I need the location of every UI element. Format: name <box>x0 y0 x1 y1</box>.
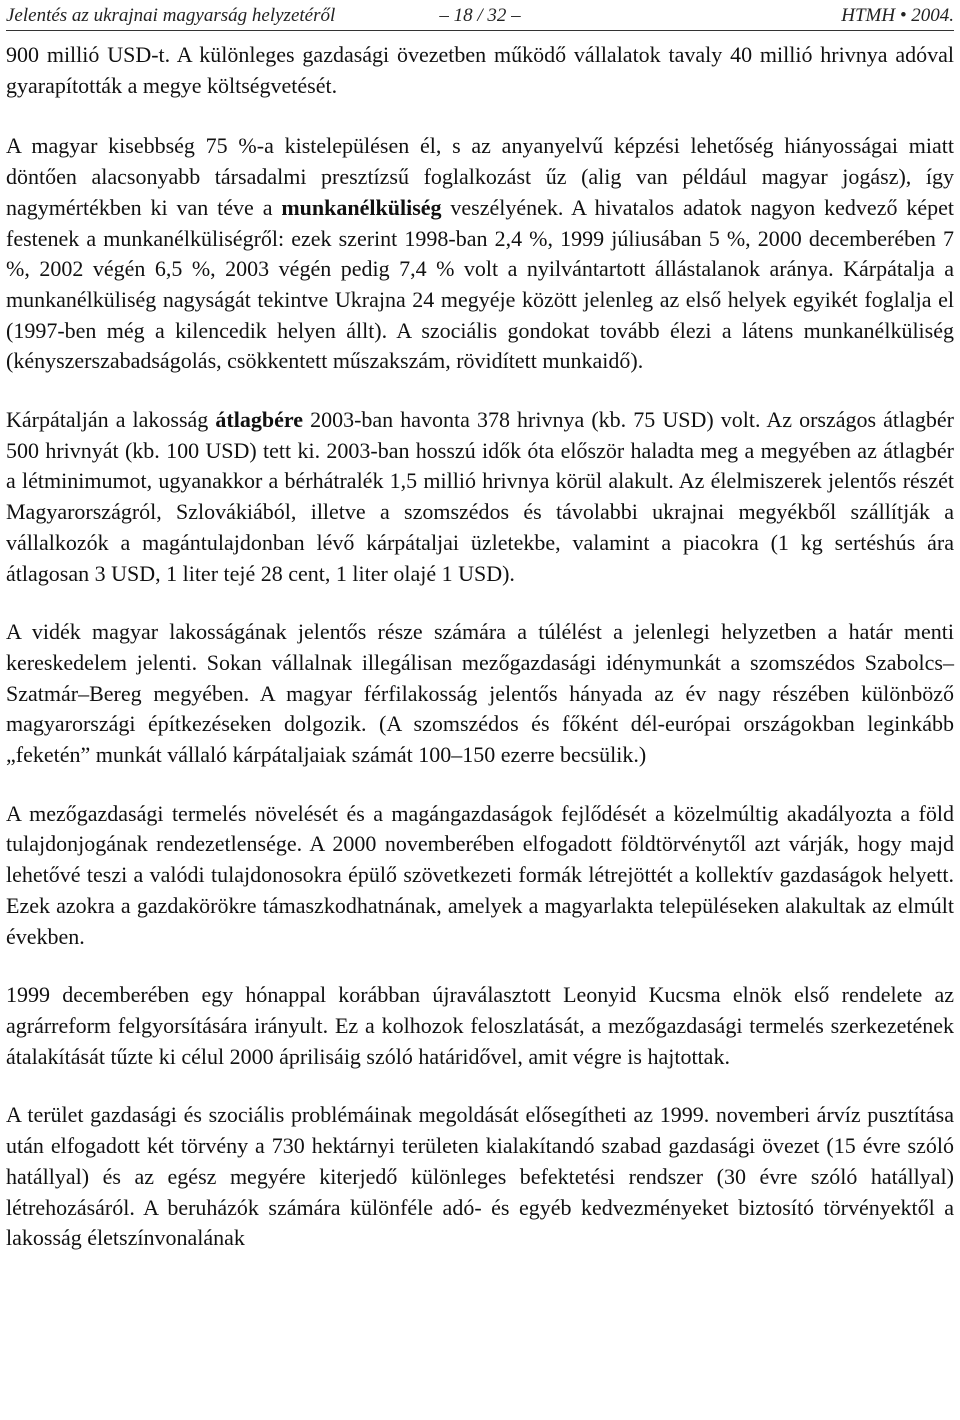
publisher-date: HTMH • 2004. <box>841 5 954 26</box>
paragraph-6: 1999 decemberében egy hónappal korábban újraválasztott Leonyid Kucsma elnök első rendelete az agrárreform felgyorsítására irányult. Ez a kolhozok feloszlatását, a mezőgazdasági termelés szerkezetének átalakítását tűzte ki célul 2000 áprilisáig szóló határidővel, amit végre is hajtottak. <box>6 982 954 1069</box>
paragraph-3: Kárpátalján a lakosság átlagbére 2003-ban havonta 378 hrivnya (kb. 75 USD) volt. Az országos átlagbér 500 hrivnyát (kb. 100 USD) tett ki. 2003-ban hosszú idők óta először haladta meg a megyében az átlagbér a létminimumot, ugyanakkor a bérhátralék 1,5 millió hrivnya körül alakult. Az élelmiszerek jelentős részét Magyarországról, Szlovákiából, illetve a szomszédos és távolabbi ukrajnai megyékből szállítják a vállalkozók a magántulajdonban lévő kárpátaljai üzletekbe, valamint a piacokra (1 kg sertéshús ára átlagosan 3 USD, 1 liter tejé 28 cent, 1 liter olajé 1 USD). <box>6 407 955 586</box>
paragraph-1: 900 millió USD-t. A különleges gazdasági övezetben működő vállalatok tavaly 40 millió hrivnya adóval gyarapították a megye költségvetését. <box>6 42 954 98</box>
keyword-unemployment: munkanélküliség <box>281 194 442 220</box>
keyword-average-wage: átlagbére <box>215 407 303 433</box>
paragraph-4: A vidék magyar lakosságának jelentős része számára a túlélést a jelenlegi helyzetben a határ menti kereskedelem jelenti. Sokan vállalnak illegálisan mezőgazdasági idénymunkát a szomszédos Szabolcs–Szatmár–Bereg megyében. A magyar férfilakosság jelentős hányada az év nagy részében különböző magyarországi építkezéseken dolgozik. (A szomszédos és főként dél-európai országokban leginkább „feketén” munkát vállaló kárpátaljaiak számát 100–150 ezerre becsülik.) <box>6 619 954 768</box>
page-header <box>6 2 954 30</box>
header-rule <box>6 30 954 31</box>
page-number: – 18 / 32 – <box>439 5 521 26</box>
paragraph-7: A terület gazdasági és szociális problémáinak megoldását elősegítheti az 1999. novemberi árvíz pusztítása után elfogadott két törvény a 730 hektárnyi területen kialakítandó szabad gazdasági övezet (15 évre szóló hatállyal) és az egész megyére kiterjedő különleges befektetési rendszer (30 évre szóló hatállyal) létrehozásáról. A beruházók számára különféle adó- és egyéb kedvezményeket biztosító törvényektől a lakosság életszínvonalának <box>6 1102 954 1251</box>
paragraph-2: A magyar kisebbség 75 %-a kistelepülésen él, s az anyanyelvű képzési lehetőség hiányosságai miatt döntően alacsonyabb társadalmi presztízsű foglalkozást űz (alig van például magyar jogász), így nagymértékben ki van téve a munkanélküliség veszélyének. A hivatalos adatok nagyon kedvező képet festenek a munkanélküliségről: ezek szerint 1998-ban 2,4 %, 1999 júliusában 5 %, 2000 decemberében 7 %, 2002 végén 6,5 %, 2003 végén pedig 7,4 % volt a nyilvántartott állástalanok aránya. Kárpátalja a munkanélküliség nagyságát tekintve Ukrajna 24 megyéje között jelenleg az első helyek egyikét foglalja el (1997-ben még a kilencedik helyen állt). A szociális gondokat tovább élezi a látens munkanélküliség (kényszerszabadságolás, csökkentett műszakszám, rövidített munkaidő). <box>6 133 954 374</box>
document-title: Jelentés az ukrajnai magyarság helyzetéről <box>6 5 336 26</box>
paragraph-5: A mezőgazdasági termelés növelését és a magángazdaságok fejlődését a közelmúltig akadályozta a föld tulajdonjogának rendezetlensége. A 2000 novemberében elfogadott földtörvénytől azt várják, hogy majd lehetővé teszi a valódi tulajdonosokra épülő szövetkezeti formák létrejöttét a kollektív gazdaságok helyett. Ezek azokra a gazdakörökre támaszkodhatnának, amelyek a magyarlakta településeken alakultak az elmúlt években. <box>6 800 954 949</box>
document-body <box>6 40 954 1282</box>
